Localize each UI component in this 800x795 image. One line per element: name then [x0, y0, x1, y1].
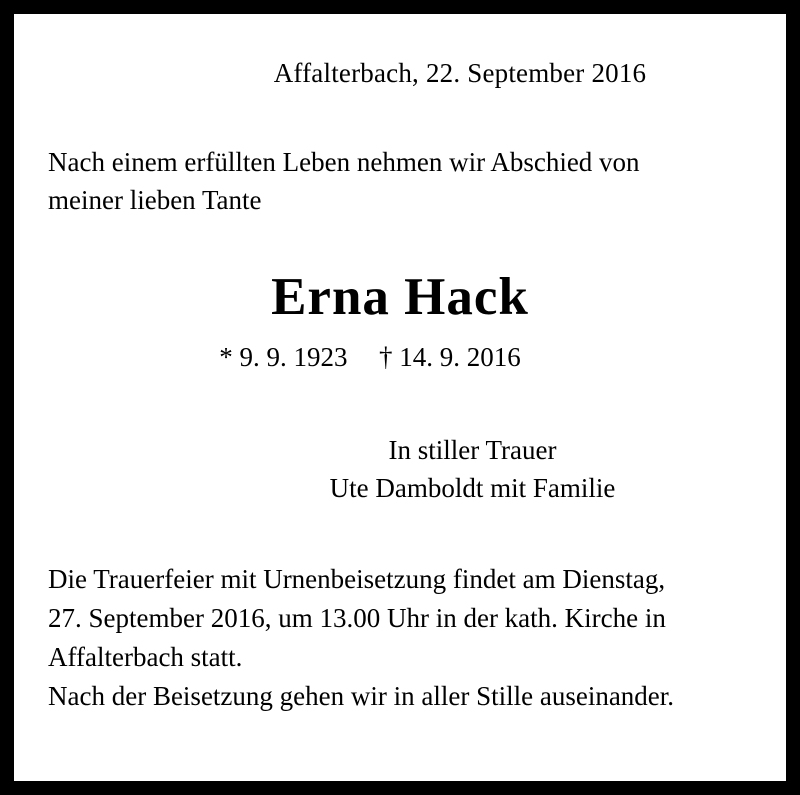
obituary-content: [14, 14, 786, 781]
intro-line-1: Nach einem erfüllten Leben nehmen wir Abschied von: [48, 147, 640, 177]
deceased-name: Erna Hack: [271, 267, 529, 326]
cross-symbol-icon: †: [379, 341, 393, 372]
ceremony-line-4: Nach der Beisetzung gehen wir in aller Stille auseinander.: [48, 681, 675, 712]
birth-date: 9. 9. 1923: [239, 341, 348, 372]
intro-text: [48, 143, 752, 220]
place-and-date: Affalterbach, 22. September 2016: [273, 58, 647, 88]
mourning-line-1: In stiller Trauer: [388, 434, 557, 465]
deceased-name-block: [48, 268, 752, 373]
ceremony-details: [48, 560, 752, 717]
mourning-line-2: Ute Damboldt mit Familie: [329, 473, 616, 504]
life-dates: [48, 342, 692, 373]
birth-symbol-icon: *: [219, 341, 233, 372]
mourning-block: [193, 431, 752, 508]
ceremony-line-3: Affalterbach statt.: [48, 641, 243, 672]
ceremony-line-2: 27. September 2016, um 13.00 Uhr in der kath. Kirche in: [48, 602, 666, 633]
death-date: 14. 9. 2016: [399, 341, 521, 372]
intro-line-2: meiner lieben Tante: [48, 185, 262, 216]
ceremony-line-1: Die Trauerfeier mit Urnenbeisetzung findet am Dienstag,: [48, 563, 666, 594]
